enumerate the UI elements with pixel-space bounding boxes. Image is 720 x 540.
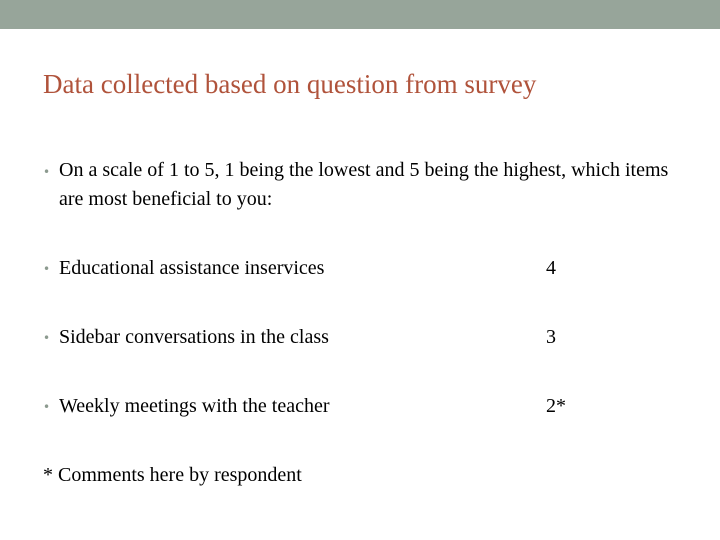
rating-row	[43, 253, 643, 283]
rating-score: 2*	[546, 395, 566, 417]
rating-item-label: Weekly meetings with the teacher	[59, 395, 330, 417]
bullet-icon: •	[43, 165, 51, 179]
rating-item-label: Sidebar conversations in the class	[59, 326, 329, 348]
question-text: On a scale of 1 to 5, 1 being the lowest and 5 being the highest, which items are most beneficial to you:	[59, 159, 669, 210]
rating-item-label: Educational assistance inservices	[59, 257, 325, 279]
rating-score: 3	[546, 326, 556, 348]
bullet-icon: •	[43, 400, 51, 414]
rating-row	[43, 322, 643, 352]
bullet-icon: •	[43, 262, 51, 276]
rating-row	[43, 391, 643, 421]
question-bullet	[43, 156, 683, 214]
top-color-band	[0, 0, 720, 29]
footnote: * Comments here by respondent	[43, 464, 302, 486]
slide-title: Data collected based on question from survey	[43, 69, 537, 99]
bullet-icon: •	[43, 331, 51, 345]
rating-score: 4	[546, 257, 556, 279]
